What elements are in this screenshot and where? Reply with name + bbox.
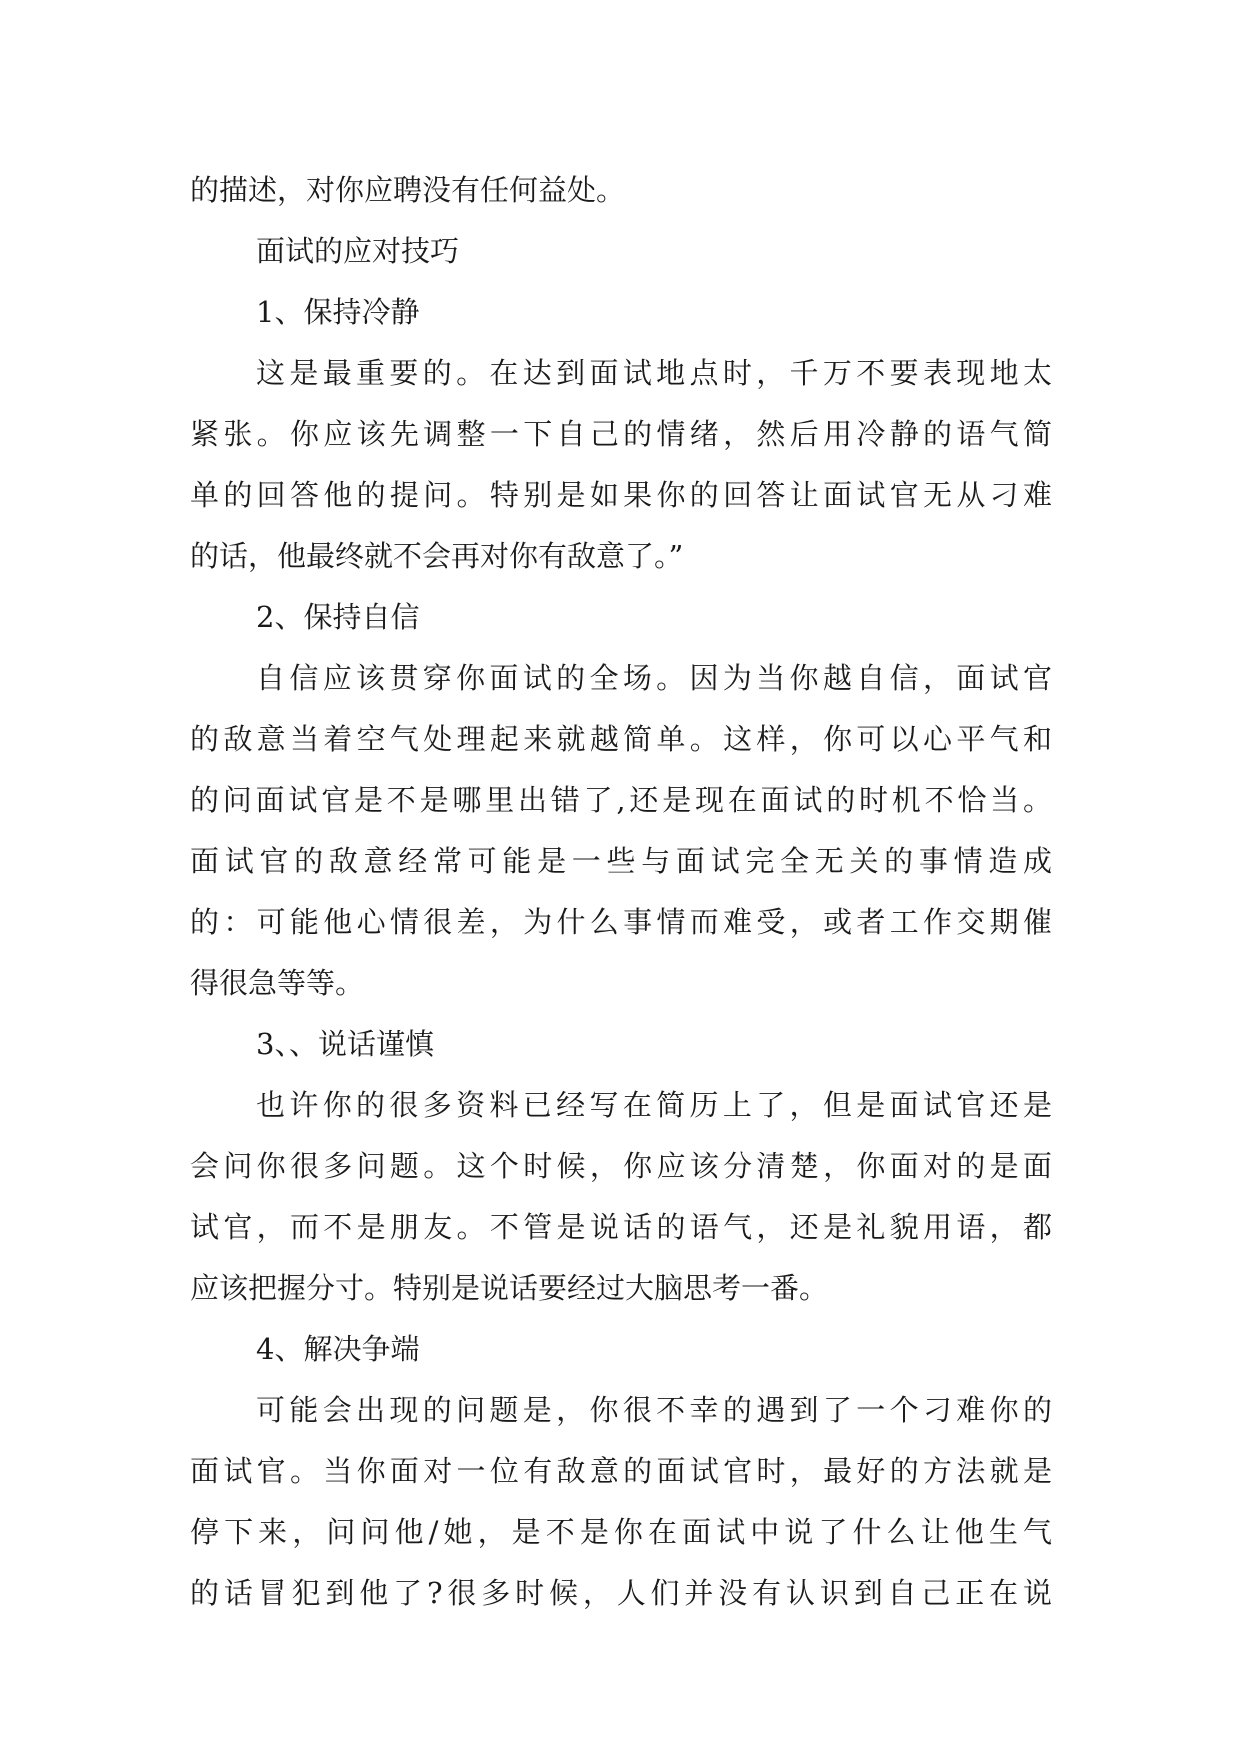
- paragraph-line: 试官，而不是朋友。不管是说话的语气，还是礼貌用语，都: [190, 1210, 1052, 1244]
- subsection-heading: 4、解决争端: [256, 1332, 420, 1366]
- subsection-heading: 2、保持自信: [256, 600, 420, 634]
- paragraph-line: 面试官的敌意经常可能是一些与面试完全无关的事情造成: [190, 844, 1052, 878]
- subsection-heading: 3、、说话谨慎: [256, 1027, 434, 1061]
- paragraph-line: 这是最重要的。在达到面试地点时，千万不要表现地太: [256, 356, 1052, 390]
- paragraph-line: 的描述，对你应聘没有任何益处。: [190, 173, 626, 207]
- section-heading: 面试的应对技巧: [256, 234, 460, 268]
- subsection-heading: 1、保持冷静: [256, 295, 420, 329]
- paragraph-line: 的话，他最终就不会再对你有敌意了。”: [190, 539, 684, 573]
- paragraph-line: 面试官。当你面对一位有敌意的面试官时，最好的方法就是: [190, 1454, 1052, 1488]
- paragraph-line: 紧张。你应该先调整一下自己的情绪，然后用冷静的语气简: [190, 417, 1052, 451]
- paragraph-line: 得很急等等。: [190, 966, 365, 1000]
- paragraph-line: 的：可能他心情很差，为什么事情而难受，或者工作交期催: [190, 905, 1052, 939]
- paragraph-line: 自信应该贯穿你面试的全场。因为当你越自信，面试官: [256, 661, 1052, 695]
- paragraph-line: 应该把握分寸。特别是说话要经过大脑思考一番。: [190, 1271, 829, 1305]
- paragraph-line: 的问面试官是不是哪里出错了,还是现在面试的时机不恰当。: [190, 783, 1052, 817]
- paragraph-line: 停下来，问问他/她，是不是你在面试中说了什么让他生气: [190, 1515, 1052, 1549]
- paragraph-line: 会问你很多问题。这个时候，你应该分清楚，你面对的是面: [190, 1149, 1052, 1183]
- document-body: [190, 160, 1052, 1624]
- paragraph-line: 单的回答他的提问。特别是如果你的回答让面试官无从刁难: [190, 478, 1052, 512]
- paragraph-line: 的话冒犯到他了?很多时候，人们并没有认识到自己正在说: [190, 1576, 1052, 1610]
- paragraph-line: 可能会出现的问题是，你很不幸的遇到了一个刁难你的: [256, 1393, 1052, 1427]
- paragraph-line: 的敌意当着空气处理起来就越简单。这样，你可以心平气和: [190, 722, 1052, 756]
- paragraph-line: 也许你的很多资料已经写在简历上了，但是面试官还是: [256, 1088, 1052, 1122]
